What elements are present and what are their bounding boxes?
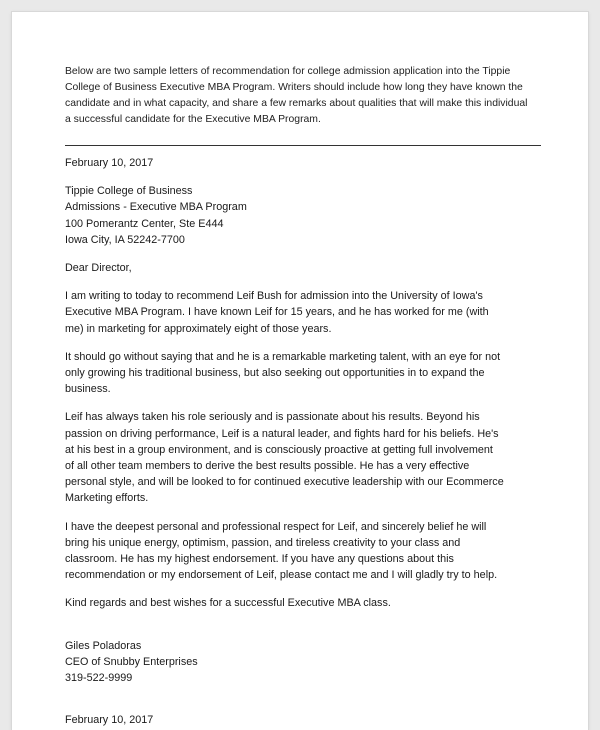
address-line: Iowa City, IA 52242-7700: [65, 233, 185, 246]
signer-phone: 319-522-9999: [65, 672, 133, 685]
paragraph-line: Marketing efforts.: [65, 492, 149, 505]
recipient-address: [65, 183, 555, 248]
address-line: Tippie College of Business: [65, 185, 193, 198]
address-line: Admissions - Executive MBA Program: [65, 201, 247, 214]
paragraph-line: only growing his traditional business, but also seeking out opportunities in to expand the: [65, 367, 485, 380]
paragraph-line: bring his unique energy, optimism, passion, and tireless creativity to your class and: [65, 536, 461, 549]
paragraph-line: I have the deepest personal and professional respect for Leif, and sincerely belief he will: [65, 520, 487, 533]
salutation: Dear Director,: [65, 262, 132, 275]
document-page: [12, 12, 588, 730]
paragraph-line: business.: [65, 383, 111, 396]
paragraph-line: classroom. He has my highest endorsement. If you have any questions about this: [65, 553, 454, 566]
closing-line: Kind regards and best wishes for a successful Executive MBA class.: [65, 597, 391, 610]
intro-line: candidate and in what capacity, and share a few remarks about qualities that will make this individual: [65, 98, 528, 109]
intro-line: a successful candidate for the Executive MBA Program.: [65, 114, 321, 125]
paragraph-line: It should go without saying that and he is a remarkable marketing talent, with an eye for not: [65, 350, 501, 363]
signer-name: Giles Poladoras: [65, 639, 142, 652]
paragraph-line: passion on driving performance, Leif is a natural leader, and fights hard for his beliefs. He's: [65, 427, 499, 440]
paragraph-line: Executive MBA Program. I have known Leif for 15 years, and he has worked for me (with: [65, 306, 489, 319]
signature-block: [65, 638, 555, 687]
horizontal-divider: [65, 145, 541, 146]
spacer: [65, 698, 555, 712]
letter-date: February 10, 2017: [65, 157, 154, 169]
paragraph-line: I am writing to today to recommend Leif Bush for admission into the University of Iowa's: [65, 290, 483, 303]
letter-paragraph: [65, 288, 555, 337]
paragraph-line: Leif has always taken his role seriously and is passionate about his results. Beyond his: [65, 411, 480, 424]
intro-line: Below are two sample letters of recommendation for college admission application into the Tippie: [65, 66, 511, 77]
letter-paragraph: [65, 349, 555, 398]
letter-body: [65, 155, 555, 730]
paragraph-line: me) in marketing for approximately eight of those years.: [65, 322, 332, 335]
letter-date-footer: February 10, 2017: [65, 714, 154, 727]
intro-line: College of Business Executive MBA Program. Writers should include how long they have known the: [65, 82, 523, 93]
intro-paragraph: [65, 64, 535, 128]
spacer: [65, 624, 555, 638]
letter-paragraph: [65, 519, 555, 584]
paragraph-line: at his best in a group environment, and is consciously proactive at getting full involvement: [65, 443, 493, 456]
paragraph-line: recommendation or my endorsement of Leif, please contact me and I will gladly try to help.: [65, 569, 498, 582]
address-line: 100 Pomerantz Center, Ste E444: [65, 217, 224, 230]
letter-paragraph: [65, 409, 555, 506]
paragraph-line: personal style, and will be looked to for continued executive leadership with our Ecommerce: [65, 476, 504, 489]
signer-title: CEO of Snubby Enterprises: [65, 655, 198, 668]
paragraph-line: of all other team members to derive the best results possible. He has a very effective: [65, 460, 470, 473]
